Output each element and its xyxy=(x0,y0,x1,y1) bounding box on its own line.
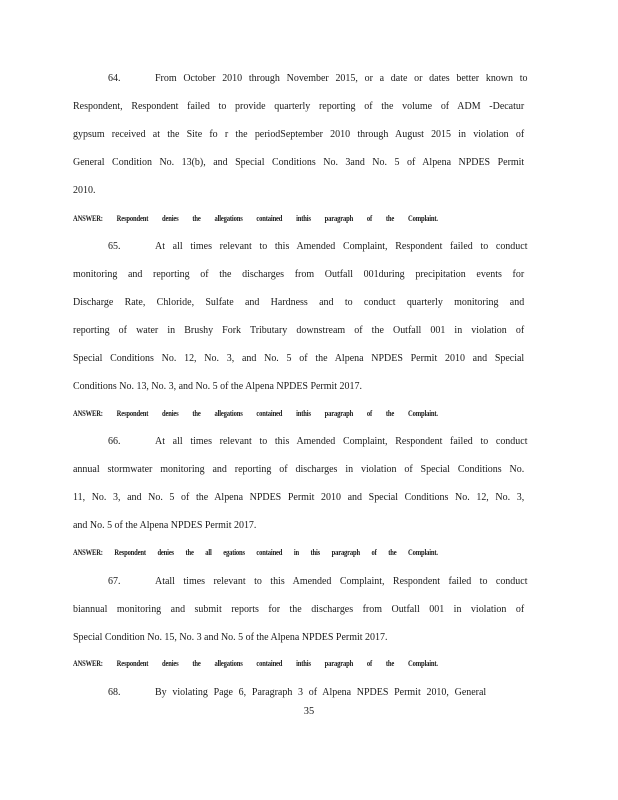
page-number: 35 xyxy=(303,706,315,717)
answer-line: ANSWER: Respondent denies the allegations contained inthis paragraph of the Complaint. xyxy=(73,659,438,668)
paragraph-line: biannual monitoring and submit reports for the discharges from Outfall 001 in violation of xyxy=(73,604,525,615)
paragraph-first-line: By violating Page 6, Paragraph 3 of Alpena NPDES Permit 2010, General xyxy=(155,687,487,698)
paragraph-number: 64. xyxy=(108,73,121,84)
paragraph-line: reporting of water in Brushy Fork Tributary downstream of the Outfall 001 in violation of xyxy=(73,325,525,336)
paragraph-line: gypsum received at the Site fo r the periodSeptember 2010 through August 2015 in violation of xyxy=(73,129,525,140)
paragraph-line: Respondent, Respondent failed to provide quarterly reporting of the volume of ADM -Decatur xyxy=(73,101,525,112)
paragraph-line: monitoring and reporting of the discharges from Outfall 001during precipitation events for xyxy=(73,269,525,280)
paragraph-number: 65. xyxy=(108,241,121,252)
paragraph-first-line: Atall times relevant to this Amended Complaint, Respondent failed to conduct xyxy=(155,576,528,587)
paragraph-first-line: From October 2010 through November 2015, or a date or dates better known to xyxy=(155,73,528,84)
paragraph-line: Discharge Rate, Chloride, Sulfate and Hardness and to conduct quarterly monitoring and xyxy=(73,297,525,308)
paragraph-line: Special Condition No. 15, No. 3 and No. 5 of the Alpena NPDES Permit 2017. xyxy=(73,632,388,643)
paragraph-line: Special Conditions No. 12, No. 3, and No. 5 of the Alpena NPDES Permit 2010 and Special xyxy=(73,353,525,364)
answer-line: ANSWER: Respondent denies the allegations contained inthis paragraph of the Complaint. xyxy=(73,409,438,418)
paragraph-number: 67. xyxy=(108,576,121,587)
paragraph-number: 68. xyxy=(108,687,121,698)
paragraph-line: annual stormwater monitoring and reporting of discharges in violation of Special Conditions No. xyxy=(73,464,525,475)
paragraph-first-line: At all times relevant to this Amended Complaint, Respondent failed to conduct xyxy=(155,436,528,447)
paragraph-line: and No. 5 of the Alpena NPDES Permit 2017. xyxy=(73,520,257,531)
paragraph-line: General Condition No. 13(b), and Special Conditions No. 3and No. 5 of Alpena NPDES Permit xyxy=(73,157,525,168)
answer-line: ANSWER: Respondent denies the all egations contained in this paragraph of the Complaint. xyxy=(73,548,438,557)
paragraph-first-line: At all times relevant to this Amended Complaint, Respondent failed to conduct xyxy=(155,241,528,252)
paragraph-line: 11, No. 3, and No. 5 of the Alpena NPDES Permit 2010 and Special Conditions No. 12, No. 3, xyxy=(73,492,525,503)
paragraph-line: Conditions No. 13, No. 3, and No. 5 of the Alpena NPDES Permit 2017. xyxy=(73,381,362,392)
paragraph-line: 2010. xyxy=(73,185,96,196)
paragraph-number: 66. xyxy=(108,436,121,447)
answer-line: ANSWER: Respondent denies the allegations contained inthis paragraph of the Complaint. xyxy=(73,214,438,223)
